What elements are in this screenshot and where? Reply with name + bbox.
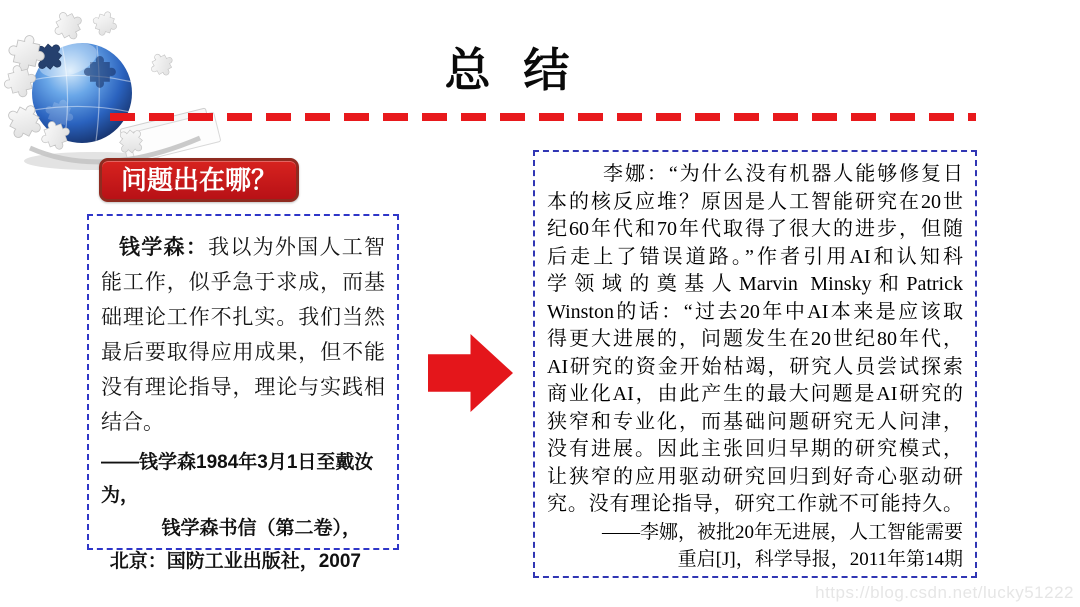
quote-line: 本的核反应堆？原因是人工智能研究在20世 [547, 190, 963, 213]
quote-line: 最后要取得应用成果，但不能 [101, 341, 385, 364]
citation-line: 重启[J]，科学导报，2011年第14期 [677, 549, 963, 570]
citation-line: ——钱学森1984年3月1日至戴汝为， [101, 452, 374, 506]
quote-line [101, 230, 385, 265]
quote-line: 得更大进展的，问题发生在20世纪80年代， [547, 328, 963, 350]
globe-puzzle-illustration [2, 10, 227, 175]
citation-line: ——李娜，被批20年无进展，人工智能需要 [601, 521, 963, 543]
quote-line: 让狭窄的应用驱动研究回归到好奇心驱动研 [547, 465, 963, 488]
red-dashed-divider [110, 113, 976, 121]
citation-line: 钱学森书信（第二卷）， [161, 518, 361, 539]
quote-line: 没有理论指导，理论与实践相 [101, 376, 385, 399]
csdn-watermark: https://blog.csdn.net/lucky51222 [815, 583, 1074, 602]
quote-line: 结合。 [101, 411, 164, 434]
quote-line: 后走上了错误道路。”作者引用AI和认知科 [547, 245, 963, 268]
quote-line: 商业化AI，由此产生的最大问题是AI研究的 [547, 383, 963, 405]
quote-text: 我以为外国人工智 [208, 236, 386, 259]
quote-line: Winston的话：“过去20年中AI本来是应该取 [547, 300, 963, 323]
speaker-name: 钱学森： [119, 236, 209, 259]
quote-line: 究。没有理论指导，研究工作就不可能持久。 [547, 493, 963, 515]
li-na-quote-box [533, 150, 977, 578]
quote-line: 没有进展。因此主张回归早期的研究模式， [547, 438, 963, 460]
quote-line: 纪60年代和70年代取得了很大的进步，但随 [547, 218, 963, 240]
quote-line: 础理论工作不扎实。我们当然 [101, 306, 385, 329]
quote-line: 能工作，似乎急于求成，而基 [101, 271, 385, 294]
quote-line: 狭窄和专业化，而基础问题研究无人问津， [547, 410, 963, 433]
qian-xuesen-quote-box [87, 214, 399, 572]
citation-line: 北京：国防工业出版社，2007 [109, 551, 361, 572]
page-title: 总 结 [444, 44, 572, 96]
quote-line: 李娜：“为什么没有机器人能够修复日 [603, 163, 963, 185]
quote-line: AI研究的资金开始枯竭，研究人员尝试探索 [547, 355, 963, 378]
question-banner: 问题出在哪？ [99, 158, 299, 202]
quote-line: 学领域的奠基人Marvin Minsky和Patrick [547, 273, 963, 295]
right-arrow [428, 334, 513, 412]
